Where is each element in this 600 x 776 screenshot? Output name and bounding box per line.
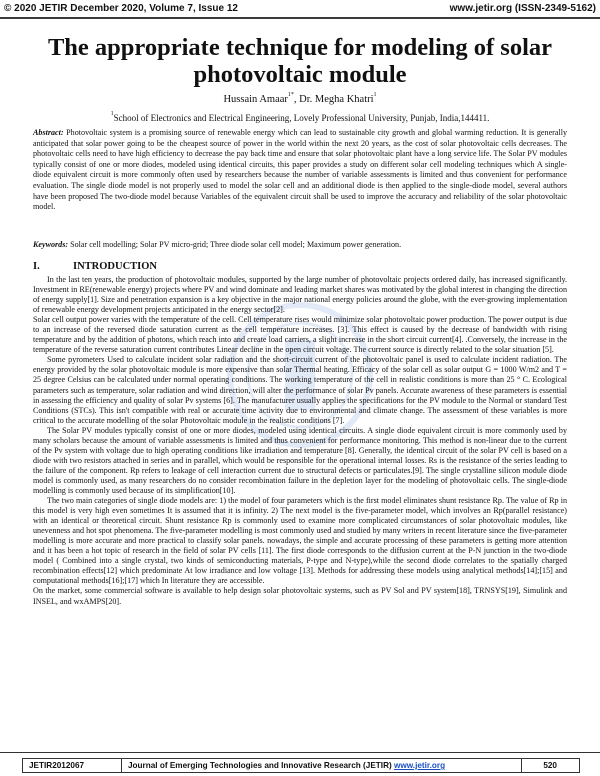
abstract-label: Abstract: [33,128,64,137]
affiliation-text: School of Electronics and Electrical Engineering, Lovely Professional University, Punjab, India,144411. [113,113,490,123]
paper-title: The appropriate technique for modeling of solar photovoltaic module [47,34,553,88]
keywords-label: Keywords: [33,240,69,249]
footer-box [22,758,580,773]
header-rule [0,17,600,19]
author-line [0,94,600,105]
body-paragraph: Solar cell output power varies with the temperature of the cell. Cell temperature rises would minimize solar photovoltaic power production. The power output is due to an increase of the reversed diode saturation current as the cell temperature increases. [3]. This effect is caused by the decrease of bandwidth with rising temperature and by the addition of photons, which reach into and create load carriers, a slight increase in the short circuit current[4]. .Conversely, the increase in the temperature of the reverse saturation current contributes Linear decline in the open circuit voltage. The current source is directly related to the solar situation [5]. [33,315,567,355]
author-name: Hussain Amaar [223,94,288,105]
page-number: 520 [543,761,557,770]
affiliation-superscript: 1 [110,111,114,117]
body-paragraph: Some pyrometers Used to calculate incident solar radiation and the short-circuit current of the photovoltaic panel is used to calculate incident radiation. The energy provided by the solar photovoltaic module is more expensive than solar Thermal heating. Efficacy of the solar cell as solar output G = 1000 W/m2 and T = 25 degree Celsius can be calculated under normal operating conditions. The working temperature of the cell in realistic conditions is more than 25 ° C. Ecological parameters such as temperature, solar radiation and wind direction, will alter the performance of solar Pv panels. Accurate awareness of these parameters is essential in assessing the efficiency and quality of solar Pv systems [6]. The manufacturer usually applies the specifications for the PV module to the Normal or standard Test Conditions (STCs). This isn't compatible with real or accurate time activity due to environmental and climate change. The assessment of these variables is more critical to the accurate modelling of the solar Photovoltaic module in the realistic conditions [7]. [33,355,567,425]
affiliation [0,113,600,123]
keywords [33,240,567,250]
running-header [0,0,600,17]
author-superscript: 1 [373,92,377,98]
body-paragraph: The Solar PV modules typically consist of one or more diodes, modeled using identical circuits. A single diode equivalent circuit is more commonly used by many scholars because the amount of variable assessments is limited and thus convenient for performance monitoring. This method is non-linear due to the current of the Pv system with voltage due to high operating conditions like irradiation and temperature [8]. Generally, the identical circuit of the solar PV cell is based on a diode with two resistors attached in series and in parallel, which would be responsible for the operational internal losses. Rs is the resistance of the series leading to the failure of the component. Rp refers to leakage of cell interaction current due to structural defects or particulates.[9]. The single crystalline silicon module diode model is commonly used, as many researchers do no consider recombination failure in the depletion layer for the modeling of photovoltaic cells. The single-diode modelling is commonly used because of its simplification[10]. [33,425,567,495]
footer-journal-link[interactable]: www.jetir.org [394,761,446,770]
body-paragraph: On the market, some commercial software is available to help design solar photovoltaic systems, such as PV Sol and PV system[18], TRNSYS[19], Simulink and INSEL, and wxAMPS[20]. [33,586,567,606]
header-journal-site: www.jetir.org (ISSN-2349-5162) [449,3,596,14]
abstract [33,128,567,213]
running-footer [0,752,600,776]
footer-rule [0,752,600,753]
footer-journal-name: Journal of Emerging Technologies and Innovative Research (JETIR) [128,761,394,770]
footer-divider [521,759,522,772]
footer-journal [128,759,445,772]
introduction-body [33,275,567,607]
footer-paper-id: JETIR2012067 [29,761,85,770]
author-name: , Dr. Megha Khatri [293,94,374,105]
keywords-text: Solar cell modelling; Solar PV micro-grid; Three diode solar cell model; Maximum power generation. [68,240,402,249]
abstract-text: Photovoltaic system is a promising source of renewable energy which can lead to sustainable city growth and global warming reduction. It is generally anticipated that solar power going to be the cheapest source of power in the world within the next 20 years, as the cost of solar photovoltaic cells decreases. The photovoltaic cells need to have high efficiency to decrease the pay back time and ensure that solar photovoltaic plant have a long service life. The Solar PV modules typically consist of one or more diodes, modeled using identical circuits, this paper provides a study on different solar cell modeling techniques which A single-diode equivalent circuit is more commonly often used by researchers because the number of variable assessments is limited and thus convenient for performance evaluation. The single diode model is not properly used to model the solar cell and an additional diode is then applied to the single-diode model, several authors have been proposed The two-diode model because Variables of the equivalent circuit shall be used to improve the accuracy and reliability of the solar photovoltaic model. [33,128,567,212]
header-journal-issue: © 2020 JETIR December 2020, Volume 7, Issue 12 [4,3,238,14]
section-heading [33,261,157,272]
body-paragraph: In the last ten years, the production of photovoltaic modules, supported by the large number of photovoltaic projects ordered daily, has increased significantly. Investment in RE(renewable energy) projects where PV and wind dominate and leading market shares was motivated by the global interest in changing the direction of energy supply[1]. Size and penetration expansion is a key objective in the major national energy policies around the globe, with the ever-growing implementation of renewable energy development projects anticipated in the energy sector[2]. [33,275,567,315]
body-paragraph: The two main categories of single diode models are: 1) the model of four parameters which is the first model eliminates shunt resistance Rp. The value of Rp in this model is very high even sometimes It is assumed that it is infinity. 2) The next model is the five-parameter model, which involves an Rp(parallel resistance) with an identical or theoretical circuit. Shunt resistance Rp is commonly used to examine more complicated circumstances of solar photovoltaic modules, like unevenness and hot spot phenomena. The five-parameter modelling is most commonly used and studied by many writers in recent literature since the five-parameter modelling is more accurate and more practical to classify solar panels. nowadays, the simple and accurate processing of these parameters is getting more attention and it has been a hot topic of research in the field of solar PV cells [11]. The first diode corresponds to the diffusion current at the P-N junction in the two-diode model ( Combined into a single crystal, two kinds of semiconducting materials, P-type and N-type),while the second diode correlates to the spatially charged recombination effects[12] which predominate At low irradiance and low voltage [13]. Methods for addressing these models using analytical methods[14];[15] and computational methods[16];[17] which In literature they are accessible. [33,496,567,586]
footer-divider [121,759,122,772]
section-number: I. [33,261,40,272]
section-title: INTRODUCTION [73,261,158,272]
author-superscript: 1* [287,92,294,98]
